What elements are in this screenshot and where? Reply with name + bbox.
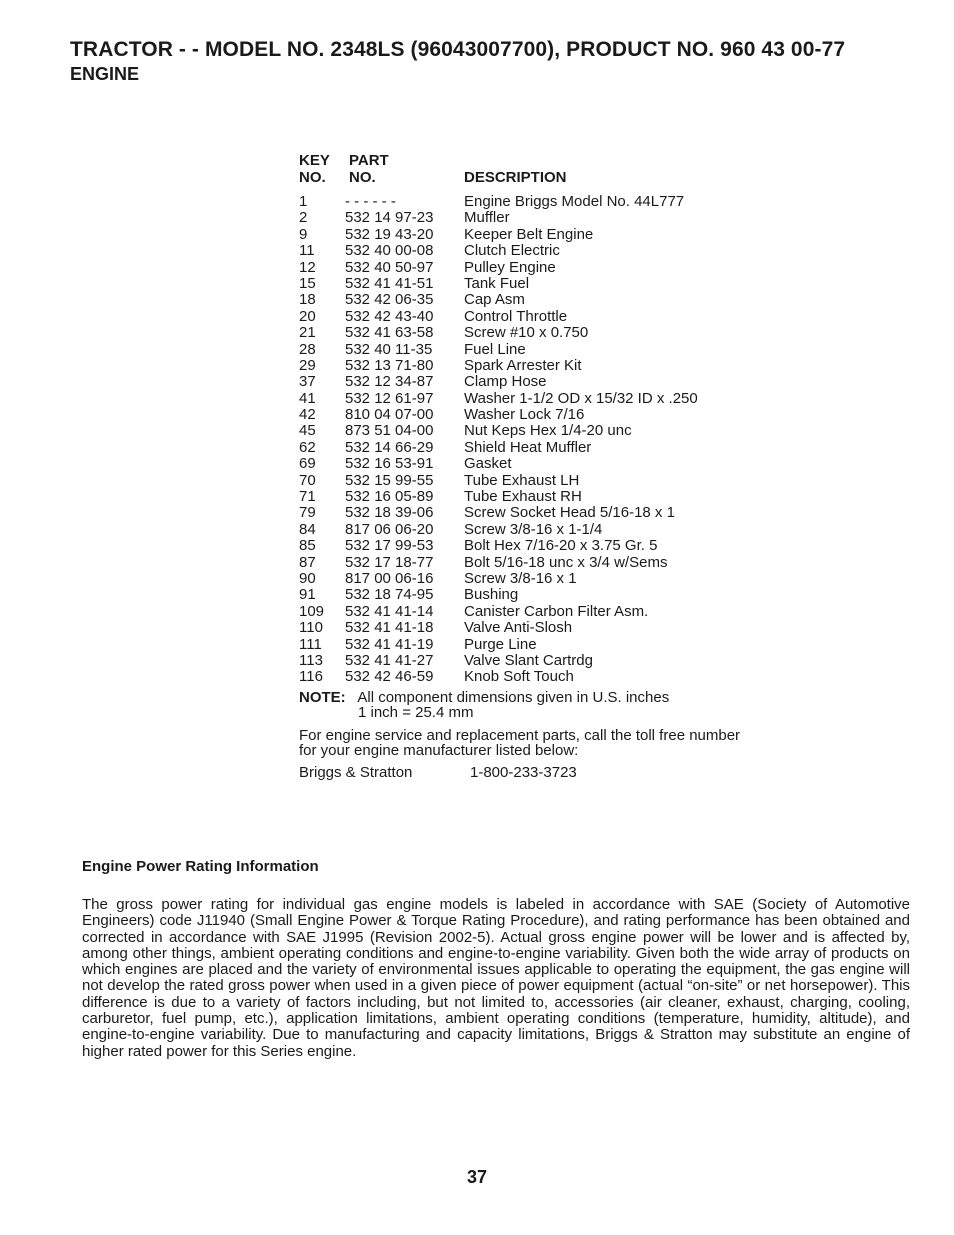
- table-row: [299, 587, 759, 603]
- key-no: 84: [299, 520, 316, 538]
- note-label: NOTE:: [299, 688, 346, 706]
- table-row: [299, 210, 759, 226]
- manufacturer-name: Briggs & Stratton: [299, 763, 413, 781]
- table-row: [299, 669, 759, 685]
- part-description: Engine Briggs Model No. 44L777: [464, 193, 685, 210]
- key-no: 11: [299, 242, 315, 260]
- part-no: 532 18 74-95: [345, 586, 434, 604]
- key-no: 45: [299, 422, 316, 440]
- part-no: 532 19 43-20: [345, 225, 434, 243]
- table-row: [299, 538, 759, 554]
- table-row: [299, 309, 759, 325]
- part-description: Washer Lock 7/16: [464, 406, 585, 424]
- key-no: 85: [299, 537, 316, 555]
- part-description: Tube Exhaust LH: [464, 471, 580, 489]
- part-no: 532 16 05-89: [345, 488, 434, 506]
- part-no: 532 14 97-23: [345, 209, 434, 227]
- table-row: [299, 505, 759, 521]
- part-description: Gasket: [464, 455, 512, 473]
- key-no: 70: [299, 471, 316, 489]
- page-title: TRACTOR - - MODEL NO. 2348LS (96043007700), PRODUCT NO. 960 43 00-77: [70, 38, 846, 61]
- part-description: Bolt 5/16-18 unc x 3/4 w/Sems: [464, 553, 668, 571]
- part-no: 810 04 07-00: [345, 406, 434, 424]
- part-description: Screw #10 x 0.750: [464, 324, 589, 342]
- part-description: Muffler: [464, 209, 510, 227]
- key-no: 79: [299, 504, 316, 522]
- key-no: 29: [299, 356, 316, 374]
- part-description: Screw 3/8-16 x 1: [464, 569, 577, 587]
- key-no: 69: [299, 455, 316, 473]
- part-no: 532 14 66-29: [345, 438, 434, 456]
- part-no: 532 41 41-27: [345, 651, 434, 669]
- part-description: Bushing: [464, 586, 519, 604]
- part-no: 532 41 41-14: [345, 602, 434, 620]
- description-column-header: DESCRIPTION: [464, 169, 567, 186]
- part-description: Washer 1-1/2 OD x 15/32 ID x .250: [464, 389, 698, 407]
- section-title: ENGINE: [70, 64, 140, 84]
- power-rating-body: The gross power rating for individual gas engine models is labeled in accordance with SAE (Society of Automotive Engineers) code J11940 (Small Engine Power & Torque Rating Procedure), and rating performance has been obtained and corrected in accordance with SAE J1995 (Revision 2002-5). Actual gross engine power will be lower and is affected by, among other things, ambient operating conditions and engine-to-engine variability. Given both the wide array of products on which engines are placed and the variety of environmental issues applicable to operating the equipment, the gas engine will not develop the rated gross power when used in a given piece of power equipment (actual “on-site” or net horsepower). This difference is due to a variety of factors including, but not limited to, accessories (air cleaner, exhaust, charging, cooling, carburetor, fuel pump, etc.), application limitations, ambient operating conditions (temperature, humidity, altitude), and engine-to-engine variability. Due to manufacturing and capacity limitations, Briggs & Stratton may substitute an engine of higher rated power for this Series engine.: [82, 896, 910, 1060]
- part-description: Canister Carbon Filter Asm.: [464, 602, 649, 620]
- key-no: 109: [299, 602, 325, 620]
- power-rating-heading: Engine Power Rating Information: [82, 858, 319, 875]
- part-no: 532 16 53-91: [345, 455, 434, 473]
- part-no: 532 15 99-55: [345, 471, 434, 489]
- part-description: Clamp Hose: [464, 373, 547, 391]
- part-no: 532 40 50-97: [345, 258, 434, 276]
- part-description: Clutch Electric: [464, 242, 560, 260]
- part-no: 532 41 41-19: [345, 635, 434, 653]
- part-description: Knob Soft Touch: [464, 668, 574, 686]
- part-description: Keeper Belt Engine: [464, 225, 594, 243]
- table-row: [299, 292, 759, 308]
- part-no: 532 12 61-97: [345, 389, 434, 407]
- part-no: 532 41 41-51: [345, 274, 434, 292]
- table-row: [299, 276, 759, 292]
- part-description: Bolt Hex 7/16-20 x 3.75 Gr. 5: [464, 537, 658, 555]
- part-description: Control Throttle: [464, 307, 568, 325]
- part-no: 873 51 04-00: [345, 422, 434, 440]
- note-line1: All component dimensions given in U.S. inches: [357, 688, 670, 706]
- table-row: [299, 571, 759, 587]
- part-description: Fuel Line: [464, 340, 526, 358]
- table-row: [299, 374, 759, 390]
- table-row: [299, 489, 759, 505]
- part-description: Cap Asm: [464, 291, 525, 309]
- part-description: Tank Fuel: [464, 274, 530, 292]
- part-no: 532 40 00-08: [345, 242, 434, 260]
- key-no: 71: [299, 488, 316, 506]
- parts-list: [299, 152, 759, 780]
- table-row: [299, 423, 759, 439]
- key-no: 113: [299, 651, 323, 669]
- part-no: 532 12 34-87: [345, 373, 434, 391]
- part-column-header-line2: NO.: [349, 169, 376, 186]
- part-no: 532 17 99-53: [345, 537, 434, 555]
- part-column-header-line1: PART: [349, 152, 389, 169]
- table-row: [299, 456, 759, 472]
- part-no: 532 42 06-35: [345, 291, 434, 309]
- part-no: - - - - - -: [345, 193, 396, 210]
- part-no: 532 42 43-40: [345, 307, 434, 325]
- key-no: 20: [299, 307, 316, 325]
- part-no: 817 06 06-20: [345, 520, 434, 538]
- key-no: 110: [299, 619, 323, 637]
- key-column-header-line2: NO.: [299, 169, 326, 186]
- table-row: [299, 194, 759, 210]
- part-no: 532 40 11-35: [345, 340, 433, 358]
- part-no: 532 41 41-18: [345, 619, 434, 637]
- table-row: [299, 358, 759, 374]
- key-no: 2: [299, 209, 308, 227]
- table-row: [299, 620, 759, 636]
- table-row: [299, 555, 759, 571]
- part-no: 532 41 63-58: [345, 324, 434, 342]
- key-no: 90: [299, 569, 316, 587]
- key-no: 116: [299, 668, 323, 686]
- key-no: 9: [299, 225, 308, 243]
- note-line2: 1 inch = 25.4 mm: [358, 703, 474, 721]
- part-description: Pulley Engine: [464, 258, 556, 276]
- table-row: [299, 391, 759, 407]
- part-description: Valve Anti-Slosh: [464, 619, 573, 637]
- table-row: [299, 653, 759, 669]
- key-no: 21: [299, 324, 316, 342]
- key-no: 28: [299, 340, 316, 358]
- part-description: Purge Line: [464, 635, 537, 653]
- parts-table-header: [299, 152, 759, 188]
- part-no: 532 42 46-59: [345, 668, 434, 686]
- key-no: 91: [299, 586, 316, 604]
- part-description: Nut Keps Hex 1/4-20 unc: [464, 422, 632, 440]
- key-no: 12: [299, 258, 316, 276]
- key-no: 37: [299, 373, 316, 391]
- table-row: [299, 260, 759, 276]
- table-row: [299, 407, 759, 423]
- key-no: 87: [299, 553, 316, 571]
- key-no: 62: [299, 438, 316, 456]
- table-row: [299, 440, 759, 456]
- service-text: For engine service and replacement parts, call the toll free number for your engine manufacturer listed below:: [299, 726, 741, 760]
- key-no: 1: [299, 193, 308, 210]
- part-description: Valve Slant Cartrdg: [464, 651, 593, 669]
- key-no: 111: [299, 635, 322, 653]
- table-row: [299, 342, 759, 358]
- service-contact: [299, 762, 759, 780]
- note: [299, 690, 759, 720]
- part-no: 817 00 06-16: [345, 569, 434, 587]
- table-row: [299, 227, 759, 243]
- part-description: Screw 3/8-16 x 1-1/4: [464, 520, 603, 538]
- table-row: [299, 637, 759, 653]
- part-no: 532 18 39-06: [345, 504, 434, 522]
- part-no: 532 17 18-77: [345, 553, 434, 571]
- key-no: 41: [299, 389, 316, 407]
- part-description: Screw Socket Head 5/16-18 x 1: [464, 504, 675, 522]
- page-number: 37: [466, 1167, 488, 1187]
- table-row: [299, 604, 759, 620]
- part-description: Tube Exhaust RH: [464, 488, 582, 506]
- parts-table-body: [299, 194, 759, 686]
- table-row: [299, 243, 759, 259]
- table-row: [299, 325, 759, 341]
- part-no: 532 13 71-80: [345, 356, 434, 374]
- key-column-header-line1: KEY: [299, 152, 330, 169]
- table-row: [299, 522, 759, 538]
- key-no: 18: [299, 291, 316, 309]
- key-no: 42: [299, 406, 316, 424]
- table-row: [299, 473, 759, 489]
- part-description: Spark Arrester Kit: [464, 356, 582, 374]
- part-description: Shield Heat Muffler: [464, 438, 592, 456]
- key-no: 15: [299, 274, 316, 292]
- manufacturer-phone: 1-800-233-3723: [470, 763, 577, 781]
